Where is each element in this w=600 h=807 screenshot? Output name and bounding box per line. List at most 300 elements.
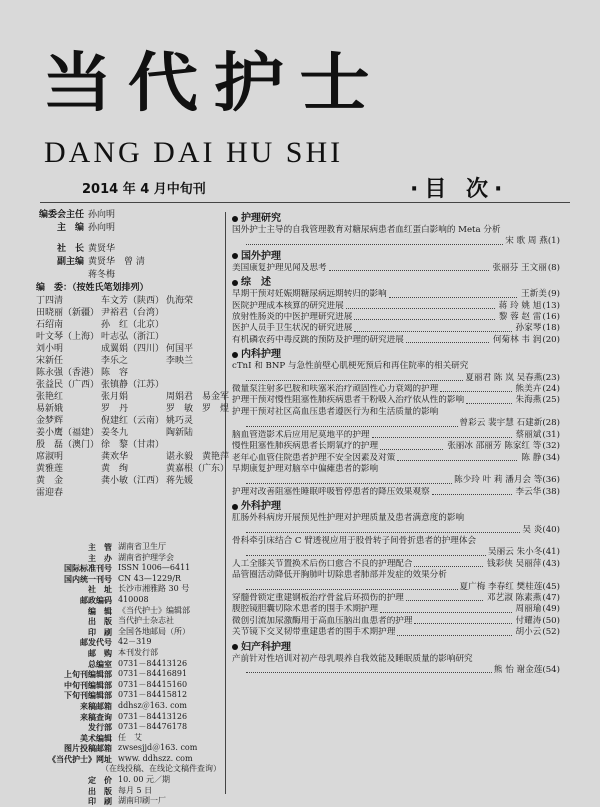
publication-key: 下旬刊编辑部 xyxy=(64,690,112,701)
editorial-role: 社 长 xyxy=(56,244,84,254)
member-name: 尹裕君（台湾） xyxy=(101,308,165,318)
article-page: (34) xyxy=(542,452,560,463)
article-page: (28) xyxy=(542,418,560,429)
toc-entry xyxy=(232,301,560,312)
publication-info xyxy=(36,542,221,807)
toc-section xyxy=(232,212,560,248)
publication-row xyxy=(36,712,221,723)
publication-value: 本刊发行部 xyxy=(118,647,158,657)
dot-leader xyxy=(246,373,463,381)
article-title: 人工全膝关节置换术后伤口愈合不良的护理配合 xyxy=(232,558,413,569)
article-authors: 李云华 xyxy=(515,486,542,497)
member-name xyxy=(101,488,164,499)
publication-row xyxy=(36,637,221,648)
toc-entry xyxy=(232,487,560,498)
publication-row xyxy=(36,764,221,775)
publication-row xyxy=(36,542,221,553)
member-name: 蒋先媛 xyxy=(166,476,194,486)
article-title-line: 国外护士主导的自我管理教育对糖尿病患者血红蛋白影响的 Meta 分析 xyxy=(232,225,501,235)
editorial-role xyxy=(36,270,88,281)
publication-key: 主 管 xyxy=(88,542,112,552)
masthead xyxy=(0,0,600,200)
toc-entry xyxy=(232,616,560,627)
article-title: 穿髓骨锁定重建钢板治疗骨盆后环损伤的护理 xyxy=(232,592,404,603)
editorial-name: 蒋冬梅 xyxy=(88,270,116,280)
publication-key: 来稿邮箱 xyxy=(80,700,112,711)
publication-value: www. ddhszz. com xyxy=(118,753,193,763)
article-title: 微量泵注射多巴胺和呋塞米治疗顽固性心力衰竭的护理 xyxy=(232,384,439,395)
section-label: 内科护理 xyxy=(241,349,281,361)
member-name: 殷 磊（澳门） xyxy=(36,440,100,450)
publication-row xyxy=(36,743,221,754)
article-title-line: cTnI 和 BNP 与急性前壁心肌梗死预后和再住院率的相关研究 xyxy=(232,361,469,372)
journal-title: 当代护士 xyxy=(42,47,386,121)
member-name: 罗 丹 xyxy=(101,404,129,414)
toc-entry xyxy=(232,441,560,452)
publication-key xyxy=(36,764,101,775)
member-name: 张镇静（江苏） xyxy=(101,380,165,390)
article-authors: 黎 蓉 赵 雷 xyxy=(498,312,542,323)
member-name: 谌永毅 黄艳萍 xyxy=(166,452,230,462)
editorial-board xyxy=(36,210,230,499)
publication-key: 社 址 xyxy=(88,584,112,595)
article-title-line: 肛肠外科病房开展预见性护理对护理质量及患者满意度的影响 xyxy=(232,513,465,524)
publication-row xyxy=(36,722,221,733)
member-name: 周娟君 易金军 xyxy=(166,392,230,402)
article-title: 医院护理成本核算的研究进展 xyxy=(232,300,344,311)
article-title-line: 护理干预对社区高血压患者遵医行为和生活质量的影响 xyxy=(232,406,439,417)
publication-key: 编 辑 xyxy=(88,605,112,616)
section-label: 妇产科护理 xyxy=(241,641,291,653)
editorial-row xyxy=(36,244,221,255)
member-name: 宋新任 xyxy=(36,356,64,366)
editorial-role: 主 编 xyxy=(56,223,84,233)
publication-row xyxy=(36,627,221,638)
toc-entry xyxy=(232,593,560,604)
article-authors: 蒋 玲 姚 旭 xyxy=(498,300,542,311)
article-page: (9) xyxy=(547,289,560,300)
member-name: 席淑明 xyxy=(36,452,64,462)
article-authors: 孙家琴 xyxy=(515,323,542,334)
publication-value: 0731－84476178 xyxy=(118,722,188,732)
publication-key: 《当代护士》网址 xyxy=(48,753,112,764)
publication-row xyxy=(36,574,221,585)
article-author-line xyxy=(232,373,560,384)
article-title: 护理对改善阻塞性睡眠呼吸暂停患者的降压效果观察 xyxy=(232,486,430,497)
dot-leader xyxy=(354,331,511,332)
article-authors: 王新美 xyxy=(521,289,547,300)
member-name: 叶志弘（浙江） xyxy=(101,332,165,342)
member-name: 李乐之 xyxy=(101,356,129,366)
member-name: 姜冬九 xyxy=(101,428,129,438)
publication-key: 国际标准刊号 xyxy=(64,563,112,574)
member-name: 黄嘉根（广东） xyxy=(166,464,230,474)
bullet-icon xyxy=(232,216,238,222)
article-authors: 吴丽云 朱小冬 xyxy=(488,547,543,558)
section-title xyxy=(232,500,560,513)
members-grid xyxy=(36,296,230,499)
editorial-role: 副主编 xyxy=(56,257,84,267)
dot-leader xyxy=(432,494,512,495)
member-name xyxy=(166,440,229,451)
publication-row xyxy=(36,563,221,574)
publication-row xyxy=(36,659,221,670)
article-page: (8) xyxy=(547,262,560,273)
article-page: (47) xyxy=(542,592,560,603)
member-name: 姜小鹰（福建） xyxy=(36,428,100,438)
article-title: 微创引流加尿激酶用于高血压脑出血患者的护理 xyxy=(232,615,413,626)
article-page: (25) xyxy=(542,395,560,406)
editorial-name: 孙向明 xyxy=(88,210,116,220)
toc-section xyxy=(232,250,560,274)
article-page: (13) xyxy=(542,300,560,311)
publication-row xyxy=(36,701,221,712)
article-title-line: 产前针对性培训对初产母乳喂养自我效能及睡眠质量的影响研究 xyxy=(232,653,473,664)
publication-value: zwsesjjd＠163. com xyxy=(118,743,198,753)
toc-section xyxy=(232,276,560,346)
article-page: (54) xyxy=(542,665,560,675)
publication-row xyxy=(36,775,221,786)
article-title-line: 骨科牵引床结合 C 臂透视应用于股骨转子间骨折患者的护理体会 xyxy=(232,535,477,546)
publication-key: 邮政编码 xyxy=(80,594,112,605)
section-title xyxy=(232,641,560,654)
article-author-line xyxy=(232,475,560,486)
toc-entry xyxy=(232,559,560,570)
publication-key: 出 版 xyxy=(88,785,112,796)
publication-key: 印 刷 xyxy=(88,796,112,807)
publication-row xyxy=(36,553,221,564)
editorial-name: 孙向明 xyxy=(88,223,116,233)
member-name: 雷迎春 xyxy=(36,488,64,498)
publication-key: 定 价 xyxy=(88,775,112,786)
article-page: (36) xyxy=(542,475,560,486)
member-name: 陶新陆 xyxy=(166,428,194,438)
member-name xyxy=(166,368,229,379)
article-title: 老年心血管住院患者护理不安全因素及对策 xyxy=(232,452,396,463)
publication-key: 邮 购 xyxy=(88,647,112,658)
table-of-contents xyxy=(232,210,560,676)
member-name: 徐 黎（甘肃） xyxy=(101,440,165,450)
toc-section xyxy=(232,500,560,638)
dot-leader xyxy=(246,475,452,483)
issue-date: 2014 年 4 月中旬刊 xyxy=(82,182,206,197)
publication-row xyxy=(36,606,221,617)
publication-key: 总编室 xyxy=(88,658,112,669)
publication-key: 图片投稿邮箱 xyxy=(64,743,112,754)
article-authors: 陈少玲 叶 莉 潘月会 等 xyxy=(454,475,543,486)
dot-leader xyxy=(354,319,494,320)
member-name: 丁四清 xyxy=(36,296,64,306)
publication-key: 邮发代号 xyxy=(80,637,112,648)
editorial-row xyxy=(36,223,221,234)
publication-value: ISSN 1006—6411 xyxy=(118,563,191,573)
toc-entry xyxy=(232,384,560,395)
article-authors: 周丽瑜 xyxy=(515,604,542,615)
publication-value: 0731－84413126 xyxy=(118,711,188,721)
publication-value: 0731－84415160 xyxy=(118,679,188,689)
publication-row xyxy=(36,796,221,807)
article-page: (52) xyxy=(542,627,560,638)
dot-leader xyxy=(380,449,443,450)
publication-row xyxy=(36,733,221,744)
editorial-row xyxy=(36,270,221,281)
article-authors: 张丽芬 王文丽 xyxy=(492,262,547,273)
dot-leader xyxy=(246,418,458,426)
publication-row xyxy=(36,648,221,659)
dot-leader xyxy=(346,308,495,309)
toc-entry xyxy=(232,335,560,346)
article-page: (16) xyxy=(542,312,560,323)
dot-leader xyxy=(440,391,511,392)
member-name: 金梦辉 xyxy=(36,416,64,426)
dot-leader xyxy=(397,460,517,461)
article-page: (40) xyxy=(542,524,560,535)
toc-entry xyxy=(232,323,560,334)
member-name: 成翼娟（四川） xyxy=(101,344,165,354)
member-name: 张月娟 xyxy=(101,392,129,402)
publication-value: 全国各地邮局（所） xyxy=(118,626,190,636)
article-title: 医护人员手卫生状况的研究进展 xyxy=(232,323,353,334)
article-authors: 夏广梅 李春红 樊桂莲 xyxy=(459,581,543,592)
article-author-line xyxy=(232,236,560,247)
article-authors: 宋 歌 周 燕 xyxy=(505,236,548,247)
dot-leader xyxy=(380,612,511,613)
article-authors: 朱海燕 xyxy=(515,395,542,406)
publication-value: ddhsz＠163. com xyxy=(118,700,187,710)
article-page: (23) xyxy=(542,372,560,383)
member-name xyxy=(166,380,229,391)
publication-row xyxy=(36,616,221,627)
article-title: 关节镜下交叉韧带重建患者的围手术期护理 xyxy=(232,627,396,638)
article-authors: 熊 怡 谢金莲 xyxy=(493,665,543,675)
section-title xyxy=(232,212,560,225)
article-page: (32) xyxy=(542,441,560,452)
article-authors: 何菊林 韦 润 xyxy=(492,334,542,345)
article-title: 慢性阻塞性肺疾病患者长期氧疗的护理 xyxy=(232,441,379,452)
member-name xyxy=(166,332,229,343)
article-authors: 吴 炎 xyxy=(522,524,543,535)
member-name: 李映兰 xyxy=(166,356,194,366)
article-page: (38) xyxy=(542,486,560,497)
article-page: (41) xyxy=(542,547,560,558)
toc-section xyxy=(232,348,560,498)
article-author-line xyxy=(232,665,560,676)
member-name: 张益民（广西） xyxy=(36,380,100,390)
toc-entry xyxy=(232,453,560,464)
editorial-role: 编委会主任 xyxy=(38,210,84,220)
member-name: 叶文琴（上海） xyxy=(36,332,100,342)
publication-key: 上旬刊编辑部 xyxy=(64,669,112,680)
publication-key: 国内统一刊号 xyxy=(64,573,112,584)
article-page: (50) xyxy=(542,615,560,626)
publication-key: 美术编辑 xyxy=(80,732,112,743)
article-page: (43) xyxy=(542,558,560,569)
toc-entry xyxy=(232,430,560,441)
member-name xyxy=(166,320,229,331)
publication-key: 出 版 xyxy=(88,616,112,627)
publication-value: 湖南省护理学会 xyxy=(118,552,174,562)
publication-value: （在线投稿、在线论文稿件查询） xyxy=(101,764,221,774)
member-name: 黄 金 xyxy=(36,476,64,486)
members-label: 编 委：（按姓氏笔划排列） xyxy=(36,283,149,293)
publication-row xyxy=(36,680,221,691)
article-page: (24) xyxy=(542,384,560,395)
toc-entry xyxy=(232,263,560,274)
publication-value: 10. 00 元／期 xyxy=(118,775,170,785)
dot-leader xyxy=(329,270,489,271)
publication-value: 当代护士杂志社 xyxy=(118,616,174,626)
article-title-line: 品管圈活动降低开胸肺叶切除患者肺部并发症的效果分析 xyxy=(232,570,447,581)
editorial-list xyxy=(36,210,221,281)
article-page: (18) xyxy=(542,323,560,334)
article-authors: 钱彩侠 吴丽萍 xyxy=(487,558,542,569)
article-title-line: 早期康复护理对脑卒中偏瘫患者的影响 xyxy=(232,463,379,474)
toc-section xyxy=(232,641,560,677)
toc-entry xyxy=(232,604,560,615)
publication-value: 任 艾 xyxy=(118,732,142,742)
article-title: 早期干预对妊娠期糖尿病远期转归的影响 xyxy=(232,289,387,300)
publication-value: 0731－84413126 xyxy=(118,658,188,668)
article-page: (1) xyxy=(547,236,560,247)
article-author-line xyxy=(232,525,560,536)
article-title: 有机磷农药中毒反跳的预防及护理的研究进展 xyxy=(232,334,404,345)
toc-entry xyxy=(232,289,560,300)
editorial-row xyxy=(36,257,221,268)
dot-leader xyxy=(414,623,511,624)
dot-leader xyxy=(246,582,458,590)
article-authors: 蔡丽斌 xyxy=(515,429,542,440)
article-author-line xyxy=(232,418,560,429)
article-title: 放射性肠炎的中医护理研究进展 xyxy=(232,312,353,323)
publication-row xyxy=(36,754,221,765)
member-name: 石绍南 xyxy=(36,320,64,330)
member-name: 何国平 xyxy=(166,344,194,354)
member-name: 车文芳（陕西） xyxy=(101,296,165,306)
dot-leader xyxy=(246,547,486,555)
article-authors: 曾彩云 裴宇慧 石建新 xyxy=(459,418,543,429)
article-title: 美国康复护理见闻及思考 xyxy=(232,262,327,273)
publication-value: 42－319 xyxy=(118,637,152,647)
article-page: (20) xyxy=(542,334,560,345)
member-name: 孙 红（北京） xyxy=(101,320,165,330)
bullet-icon xyxy=(232,504,238,510)
member-name: 陈永强（香港） xyxy=(36,368,100,378)
editorial-row xyxy=(36,210,221,221)
divider-horizontal xyxy=(40,202,570,203)
publication-value: CN 43—1229/R xyxy=(118,573,181,583)
article-page: (45) xyxy=(542,581,560,592)
publication-key: 中旬刊编辑部 xyxy=(64,679,112,690)
article-authors: 付耀涛 xyxy=(515,615,542,626)
section-title xyxy=(232,250,560,263)
article-page: (31) xyxy=(542,429,560,440)
article-authors: 陈 静 xyxy=(521,452,542,463)
publication-key: 印 刷 xyxy=(88,626,112,637)
journal-title-pinyin: DANG DAI HU SHI xyxy=(44,136,344,169)
member-name: 黄雅莲 xyxy=(36,464,64,474)
member-name xyxy=(166,308,229,319)
publication-value: 0731－84416891 xyxy=(118,669,188,679)
article-authors: 张丽冰 邵丽芳 陈家红 等 xyxy=(447,441,542,452)
article-author-line xyxy=(232,582,560,593)
toc-entry xyxy=(232,627,560,638)
publication-value: 410008 xyxy=(118,594,149,604)
article-authors: 邓艺淑 陈素燕 xyxy=(487,592,542,603)
article-title: 腹腔镜胆囊切除术患者的围手术期护理 xyxy=(232,604,379,615)
member-name: 倪建红（云南） xyxy=(101,416,165,426)
member-name: 陈 容 xyxy=(101,368,129,378)
member-name: 田晓丽（新疆） xyxy=(36,308,100,318)
toc-heading: ·目 次· xyxy=(410,177,509,202)
member-name: 张艳红 xyxy=(36,392,64,402)
article-authors: 胡小云 xyxy=(515,627,542,638)
article-authors: 夏丽君 陈 岚 吴春燕 xyxy=(465,372,543,383)
article-title: 脑血管造影术后应用尼莫地平的护理 xyxy=(232,429,370,440)
dot-leader xyxy=(414,566,483,567)
publication-key: 来稿查询 xyxy=(80,711,112,722)
publication-value: 每月 5 日 xyxy=(118,785,153,795)
member-name: 罗 敏 罗 煜 xyxy=(166,404,230,414)
publication-row xyxy=(36,584,221,595)
publication-row xyxy=(36,690,221,701)
member-name: 黄 绚 xyxy=(101,464,129,474)
member-name: 刘小明 xyxy=(36,344,64,354)
member-name: 龚小敏（江西） xyxy=(101,476,165,486)
member-name: 龚欢华 xyxy=(101,452,129,462)
spacer xyxy=(36,236,221,244)
dot-leader xyxy=(397,635,511,636)
bullet-icon xyxy=(232,280,238,286)
member-name xyxy=(166,488,229,499)
dot-leader xyxy=(246,665,492,673)
member-name: 易新娥 xyxy=(36,404,64,414)
member-name: 姚巧灵 xyxy=(166,416,194,426)
publication-value: 长沙市湘雅路 30 号 xyxy=(118,584,190,594)
publication-key: 主 办 xyxy=(88,552,112,563)
bullet-icon xyxy=(232,253,238,259)
publication-value: 《当代护士》编辑部 xyxy=(118,605,190,615)
dot-leader xyxy=(389,297,517,298)
member-name: 仇海荣 xyxy=(166,296,194,306)
publication-value: 0731－84415812 xyxy=(118,690,188,700)
section-title xyxy=(232,348,560,361)
dot-leader xyxy=(246,236,503,244)
article-author-line xyxy=(232,547,560,558)
dot-leader xyxy=(466,403,512,404)
section-label: 护理研究 xyxy=(241,213,281,224)
article-page: (49) xyxy=(542,604,560,615)
publication-key: 发行部 xyxy=(88,722,112,733)
editorial-name: 黄贤华 xyxy=(88,244,116,254)
members-label-row xyxy=(36,283,221,294)
publication-row xyxy=(36,595,221,606)
dot-leader xyxy=(246,525,520,533)
section-label: 国外护理 xyxy=(241,250,281,262)
dot-leader xyxy=(406,600,483,601)
publication-value: 湖南印刷一厂 xyxy=(118,796,166,806)
toc-entry xyxy=(232,395,560,406)
section-title xyxy=(232,276,560,289)
section-label: 综 述 xyxy=(241,277,271,289)
section-label: 外科护理 xyxy=(241,501,281,513)
editorial-name: 黄贤华 曾 清 xyxy=(88,257,145,267)
article-authors: 熊美卉 xyxy=(515,384,542,395)
bullet-icon xyxy=(232,644,238,650)
publication-row xyxy=(36,786,221,797)
article-title: 护理干预对慢性阻塞性肺疾病患者干粉吸入治疗依从性的影响 xyxy=(232,395,465,406)
publication-row xyxy=(36,669,221,680)
toc-entry xyxy=(232,312,560,323)
